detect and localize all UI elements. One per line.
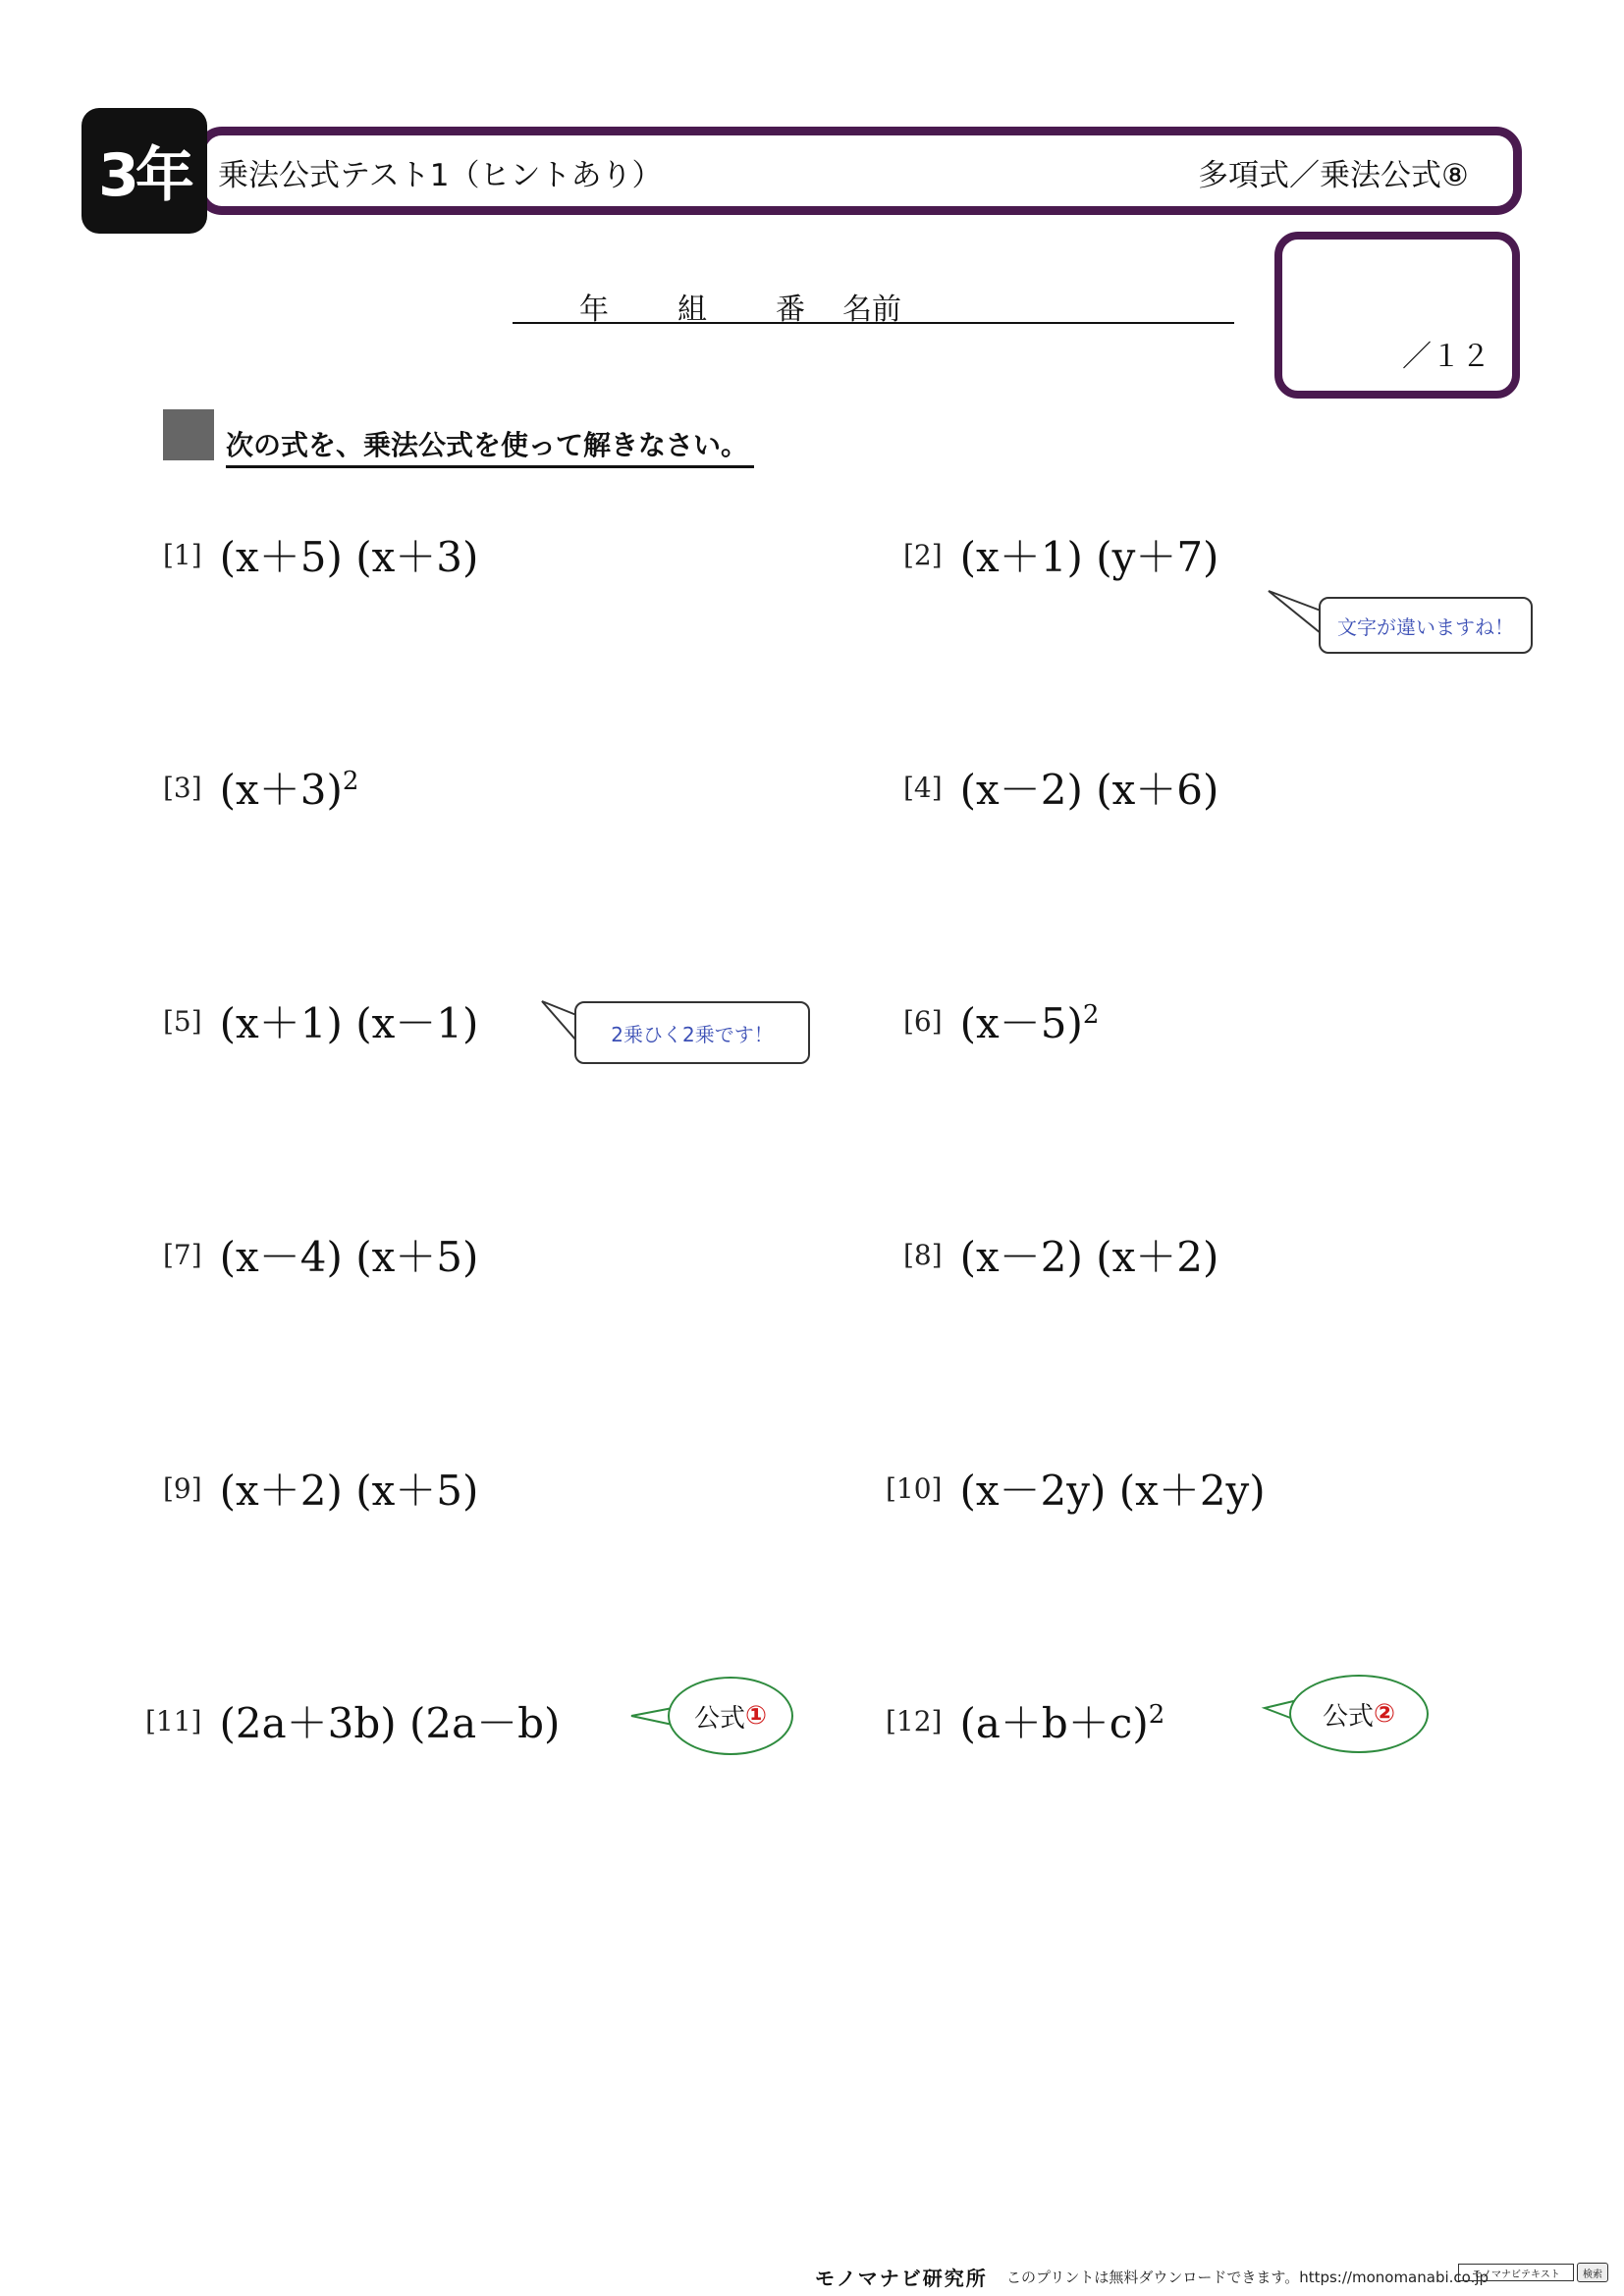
grade-badge: 3年 bbox=[81, 108, 207, 234]
worksheet-title: 乗法公式テスト1（ヒントあり） bbox=[218, 158, 663, 193]
problem-number: [2] bbox=[903, 538, 943, 571]
problem-expression: (x－4) (x＋5) bbox=[219, 1233, 479, 1281]
problem-expression: (x＋2) (x＋5) bbox=[219, 1467, 479, 1515]
year-label: 年 bbox=[579, 293, 609, 327]
footer-download-note: このプリントは無料ダウンロードできます。https://monomanabi.co.jp bbox=[1006, 2269, 1489, 2286]
problem-number: [11] bbox=[145, 1704, 202, 1737]
problem-expression: (2a＋3b) (2a－b) bbox=[219, 1699, 561, 1747]
problem-number: [4] bbox=[903, 771, 943, 804]
problem-expression: (x＋5) (x＋3) bbox=[219, 533, 479, 581]
class-label: 組 bbox=[677, 293, 707, 327]
unit-label: 多項式／乗法公式⑧ bbox=[1198, 158, 1469, 193]
name-label: 名前 bbox=[842, 293, 901, 327]
problem-expression: (x＋1) (y＋7) bbox=[959, 533, 1219, 581]
hint-formula-2: 公式 ② bbox=[1289, 1675, 1429, 1753]
hint-difference-of-squares: 2乗ひく2乗です！ bbox=[574, 1001, 810, 1064]
hint-different-variables: 文字が違いますね！ bbox=[1319, 597, 1533, 654]
problem-expression: $(x+3)^2$ bbox=[219, 766, 359, 814]
problem-expression: $(x-5)^2$ bbox=[959, 999, 1100, 1047]
problem-number: [9] bbox=[163, 1471, 202, 1505]
problem-expression: (x－2y) (x＋2y) bbox=[959, 1467, 1266, 1515]
problem-number: [3] bbox=[163, 771, 202, 804]
problem-number: [8] bbox=[903, 1238, 943, 1271]
problem-number: [6] bbox=[903, 1004, 943, 1038]
problem-number: [5] bbox=[163, 1004, 202, 1038]
problem-expression: $(a+b+c)^2$ bbox=[959, 1699, 1165, 1747]
problem-expression: (x－2) (x＋6) bbox=[959, 766, 1219, 814]
footer-search-button[interactable]: 検索 bbox=[1577, 2263, 1608, 2282]
score-total: ／１２ bbox=[1402, 340, 1490, 374]
problem-number: [7] bbox=[163, 1238, 202, 1271]
footer-search-box[interactable]: モノマナビテキスト bbox=[1458, 2264, 1574, 2281]
problem-number: [10] bbox=[886, 1471, 943, 1505]
problem-number: [1] bbox=[163, 538, 202, 571]
hint-formula-1: 公式 ① bbox=[668, 1677, 793, 1755]
footer-logo: モノマナビ研究所 bbox=[815, 2267, 988, 2290]
problem-expression: (x＋1) (x－1) bbox=[219, 999, 479, 1047]
problem-expression: (x－2) (x＋2) bbox=[959, 1233, 1219, 1281]
problem-number: [12] bbox=[886, 1704, 943, 1737]
instruction-text: 次の式を、乗法公式を使って解きなさい。 bbox=[226, 424, 754, 468]
number-label: 番 bbox=[776, 293, 805, 327]
